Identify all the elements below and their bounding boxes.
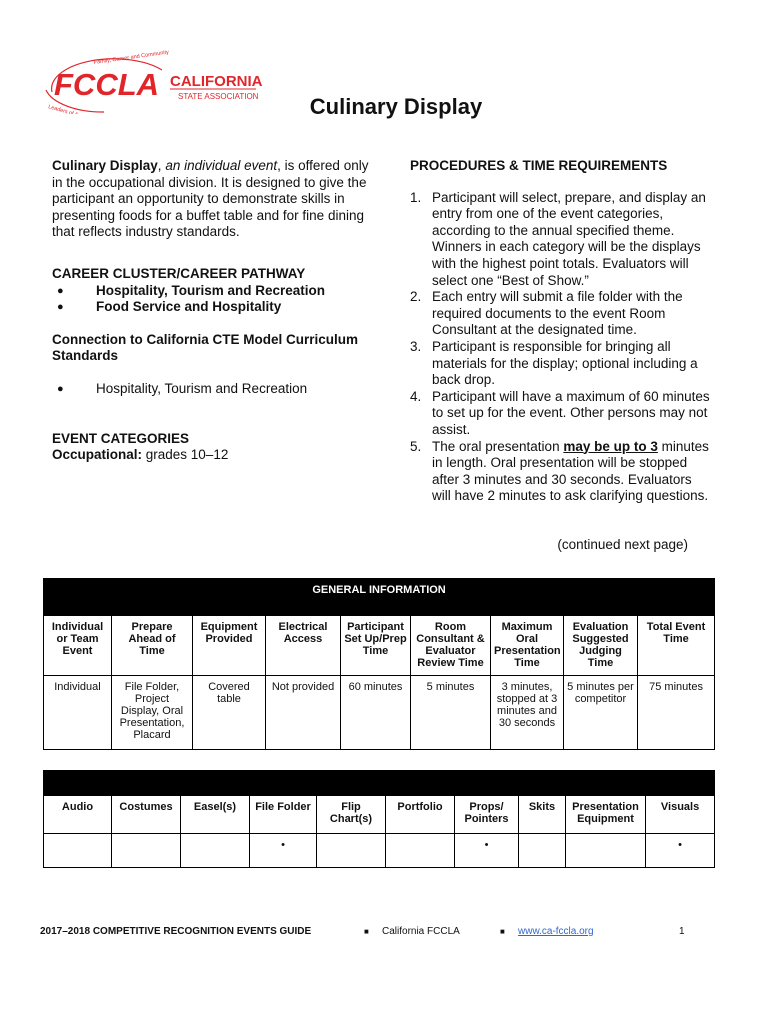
procedure-item: 2. Each entry will submit a file folder with the required documents to the event Room Consultant at the designated time. bbox=[410, 289, 683, 338]
table-header: Props/ Pointers bbox=[455, 796, 519, 834]
table-header: Visuals bbox=[646, 796, 715, 834]
right-column bbox=[410, 158, 710, 505]
table-header: Audio bbox=[44, 796, 112, 834]
procedure-item: 4. Participant will have a maximum of 60 minutes to set up for the event. Other persons may not assist. bbox=[410, 388, 710, 437]
table-header: Easel(s) bbox=[181, 796, 250, 834]
procedures-list bbox=[410, 190, 710, 505]
table-header: Presentation Equipment bbox=[566, 796, 646, 834]
left-column bbox=[52, 158, 370, 464]
table-header: Total Event Time bbox=[638, 616, 715, 676]
table-cell bbox=[519, 834, 566, 868]
procedure-item: 5. The oral presentation may be up to 3 minutes in length. Oral presentation will be stopped after 3 minutes and 30 seconds. Evaluators will have 2 minutes to ask clarifying questions. bbox=[410, 438, 709, 504]
table-cell bbox=[181, 834, 250, 868]
career-item: ● Food Service and Hospitality bbox=[52, 299, 370, 316]
connection-list bbox=[52, 381, 370, 398]
svg-text:CALIFORNIA: CALIFORNIA bbox=[170, 73, 262, 90]
footer-separator: ■ bbox=[500, 927, 505, 936]
table-cell: • bbox=[646, 834, 715, 868]
table-cell: Individual bbox=[44, 676, 112, 750]
general-info-heading: GENERAL INFORMATION bbox=[44, 579, 715, 616]
table-cell: 5 minutes per competitor bbox=[564, 676, 638, 750]
table-header: Participant Set Up/Prep Time bbox=[341, 616, 411, 676]
categories-heading: EVENT CATEGORIES bbox=[52, 430, 190, 446]
table-cell: 3 minutes, stopped at 3 minutes and 30 seconds bbox=[491, 676, 564, 750]
procedures-heading: PROCEDURES & TIME REQUIREMENTS bbox=[410, 158, 668, 173]
svg-text:Family, Career and Community: Family, Career and Community bbox=[93, 50, 170, 66]
table-header: Room Consultant & Evaluator Review Time bbox=[411, 616, 491, 676]
table-cell bbox=[44, 834, 112, 868]
table-header: Prepare Ahead of Time bbox=[112, 616, 193, 676]
table-header: Portfolio bbox=[386, 796, 455, 834]
footer-url-link[interactable]: www.ca-fccla.org bbox=[518, 926, 594, 937]
table-cell: File Folder, Project Display, Oral Presentation, Placard bbox=[112, 676, 193, 750]
page-title: Culinary Display bbox=[309, 94, 483, 119]
intro-paragraph: Culinary Display, an individual event, is offered only in the occupational division. It is designed to give the participant an opportunity to demonstrate skills in presenting foods for a buffet table and for fine dining that reflects industry standards. bbox=[52, 158, 369, 240]
table-header: Costumes bbox=[112, 796, 181, 834]
equipment-heading bbox=[44, 771, 715, 796]
table-cell: 60 minutes bbox=[341, 676, 411, 750]
table-cell bbox=[112, 834, 181, 868]
career-item: ● Hospitality, Tourism and Recreation bbox=[52, 283, 370, 300]
continued-note: (continued next page) bbox=[557, 537, 688, 552]
table-cell: Not provided bbox=[266, 676, 341, 750]
table-header: Individual or Team Event bbox=[44, 616, 112, 676]
svg-text:Leaders of America: Leaders of America bbox=[47, 104, 95, 114]
table-header: Maximum Oral Presentation Time bbox=[491, 616, 564, 676]
table-cell: 75 minutes bbox=[638, 676, 715, 750]
table-cell: • bbox=[455, 834, 519, 868]
connection-heading: Connection to California CTE Model Curriculum Standards bbox=[52, 331, 359, 364]
table-cell bbox=[386, 834, 455, 868]
table-header: Skits bbox=[519, 796, 566, 834]
categories-line: Occupational: grades 10–12 bbox=[52, 447, 229, 463]
table-header: Flip Chart(s) bbox=[317, 796, 386, 834]
career-heading: CAREER CLUSTER/CAREER PATHWAY bbox=[52, 265, 306, 281]
page-number: 1 bbox=[679, 926, 685, 937]
table-header: Evaluation Suggested Judging Time bbox=[564, 616, 638, 676]
footer-guide: 2017–2018 COMPETITIVE RECOGNITION EVENTS GUIDE bbox=[40, 926, 312, 937]
procedure-item: 3. Participant is responsible for bringing all materials for the display; optional including a back drop. bbox=[410, 338, 698, 388]
career-list bbox=[52, 283, 370, 316]
table-cell: 5 minutes bbox=[411, 676, 491, 750]
table-cell bbox=[317, 834, 386, 868]
table-cell bbox=[566, 834, 646, 868]
footer-separator: ■ bbox=[364, 927, 369, 936]
svg-text:FCCLA: FCCLA bbox=[54, 67, 160, 102]
general-info-table bbox=[43, 578, 715, 750]
table-cell: • bbox=[250, 834, 317, 868]
table-cell: Covered table bbox=[193, 676, 266, 750]
connection-item: ● Hospitality, Tourism and Recreation bbox=[52, 381, 370, 398]
table-header: Equipment Provided bbox=[193, 616, 266, 676]
table-header: Electrical Access bbox=[266, 616, 341, 676]
equipment-table bbox=[43, 770, 715, 868]
svg-text:STATE ASSOCIATION: STATE ASSOCIATION bbox=[178, 92, 259, 101]
footer-org: California FCCLA bbox=[382, 926, 460, 937]
procedure-item: 1. Participant will select, prepare, and display an entry from one of the event categories, according to the annual specified theme. Winners in each category will be the displays with the highest point totals. Evaluators will select one “Best of Show.” bbox=[410, 189, 706, 288]
table-header: File Folder bbox=[250, 796, 317, 834]
